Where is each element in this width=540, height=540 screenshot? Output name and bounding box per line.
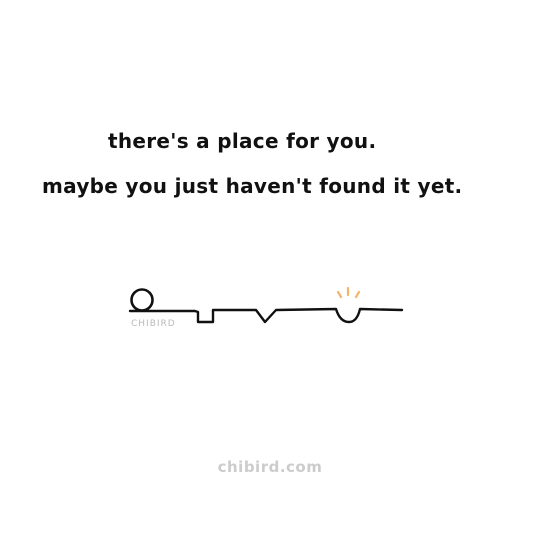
caption-line-1: there's a place for you.	[108, 129, 377, 153]
footer-site-link[interactable]: chibird.com	[217, 458, 323, 476]
ball-icon	[132, 290, 153, 311]
chibird-watermark: CHIBIRD	[131, 319, 176, 329]
caption-line-2: maybe you just haven't found it yet.	[42, 174, 463, 198]
sparkle-icon	[338, 288, 359, 297]
